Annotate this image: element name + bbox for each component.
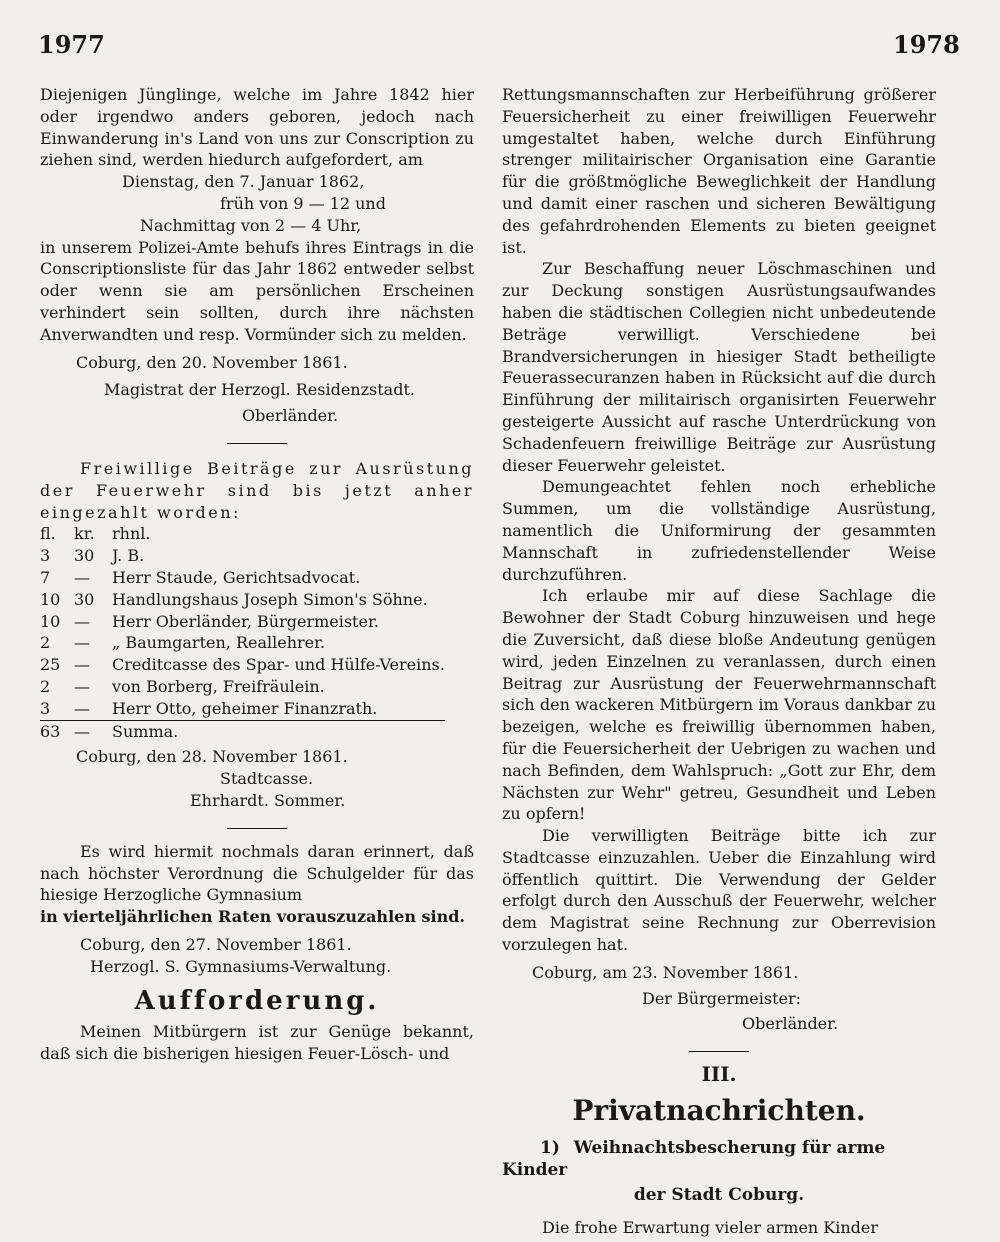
conscription-text-1: Diejenigen Jünglinge, welche im Jahre 1842 hier oder irgendwo anders geboren, jedoch nach Einwanderung in's Land von uns zur Conscription zu ziehen sind, werden hiedurch aufgefordert, am bbox=[40, 85, 474, 170]
total-fl: 63 bbox=[40, 720, 74, 742]
page-number-right: 1978 bbox=[893, 30, 960, 59]
fire-brigade-text-2: Zur Beschaffung neuer Löschmaschinen und zur Deckung sonstigen Ausrüstungsaufwandes haben die städtischen Collegien nicht unbedeutende Beträge verwilligt. Verschiedene bei Brandversicherungen in hiesiger Stadt betheiligte Feuerassecuranzen haben in Rücksicht auf die durch Einführung der militairisch organisirten Feuerwehr gesteigerte Aussicht auf rasche Unterdrückung von Schadenfeuern freiwillige Beiträge zur Ausrüstung dieser Feuerwehr geleistet. bbox=[502, 259, 936, 475]
table-row bbox=[40, 698, 445, 720]
table-row bbox=[40, 632, 445, 654]
row-fl: 7 bbox=[40, 567, 51, 587]
gymnasium-place-date: Coburg, den 27. November 1861. bbox=[80, 934, 352, 954]
row-fl: 3 bbox=[40, 546, 51, 566]
christmas-text: Die frohe Erwartung vieler armen Kinder bbox=[542, 1218, 879, 1238]
header-kr: kr. bbox=[74, 524, 95, 544]
table-row bbox=[40, 545, 445, 567]
sub-title-line-1: Weihnachtsbescherung für arme Kinder bbox=[502, 1137, 886, 1180]
section-number: III. bbox=[701, 1062, 737, 1087]
row-kr: — bbox=[74, 567, 90, 587]
row-fl: 2 bbox=[40, 676, 51, 696]
row-fl: 3 bbox=[40, 698, 51, 718]
conscription-place-date: Coburg, den 20. November 1861. bbox=[76, 352, 348, 372]
donations-total-row bbox=[40, 720, 445, 742]
page-number-left: 1977 bbox=[38, 30, 105, 59]
table-row bbox=[40, 676, 445, 698]
row-fl: 10 bbox=[40, 611, 61, 631]
row-kr: — bbox=[74, 698, 90, 718]
sub-title-line-2: der Stadt Coburg. bbox=[633, 1185, 805, 1206]
divider bbox=[227, 443, 287, 444]
row-donor: Creditcasse des Spar- und Hülfe-Vereins. bbox=[112, 655, 445, 675]
row-kr: — bbox=[74, 611, 90, 631]
conscription-date: Dienstag, den 7. Januar 1862, bbox=[122, 172, 365, 192]
row-donor: J. B. bbox=[112, 546, 145, 566]
row-donor: von Borberg, Freifräulein. bbox=[112, 676, 325, 696]
donations-intro: Freiwillige Beiträge zur Ausrüstung der Feuerwehr sind bis jetzt anher eingezahlt worden: bbox=[40, 458, 474, 522]
row-fl: 25 bbox=[40, 655, 61, 675]
row-fl: 10 bbox=[40, 589, 61, 609]
divider bbox=[689, 1051, 749, 1052]
donations-table bbox=[40, 523, 445, 742]
table-row bbox=[40, 567, 445, 589]
row-donor: Handlungshaus Joseph Simon's Söhne. bbox=[112, 589, 428, 609]
row-donor: Herr Otto, geheimer Finanzrath. bbox=[112, 698, 378, 718]
conscription-signature-1: Magistrat der Herzogl. Residenzstadt. bbox=[104, 380, 415, 400]
table-row bbox=[40, 589, 445, 611]
divider bbox=[227, 828, 287, 829]
sub-number: 1) bbox=[540, 1137, 560, 1158]
conscription-signature-2: Oberländer. bbox=[242, 406, 339, 426]
total-label: Summa. bbox=[112, 720, 445, 742]
gymnasium-bold-text: in vierteljährlichen Raten vorauszuzahlen sind. bbox=[40, 907, 465, 927]
gymnasium-text: Es wird hiermit nochmals daran erinnert, daß nach höchster Verordnung die Schulgelder für das hiesige Herzogliche Gymnasium bbox=[40, 841, 474, 905]
fire-brigade-signature-1: Der Bürgermeister: bbox=[642, 988, 802, 1008]
fire-brigade-text-1: Rettungsmannschaften zur Herbeiführung größerer Feuersicherheit zu einer freiwilligen Feuerwehr umgestaltet haben, welche durch Einführung strenger militairischer Organisation eine Garantie für die größtmögliche Beweglichkeit der Handlung und damit einer raschen und sicheren Bewältigung des gefahrdrohenden Elements zu bieten geeignet ist. bbox=[502, 85, 936, 257]
donations-signature-1: Stadtcasse. bbox=[220, 769, 314, 789]
private-news-heading: Privatnachrichten. bbox=[572, 1094, 866, 1128]
left-column bbox=[40, 84, 474, 1065]
table-row bbox=[40, 654, 445, 676]
aufforderung-text: Meinen Mitbürgern ist zur Genüge bekannt, daß sich die bisherigen hiesigen Feuer-Lösch- und bbox=[40, 1022, 474, 1064]
christmas-subheading bbox=[502, 1138, 936, 1182]
row-kr: — bbox=[74, 676, 90, 696]
fire-brigade-text-5: Die verwilligten Beiträge bitte ich zur Stadtcasse einzuzahlen. Ueber die Einzahlung wird öffentlich quittirt. Die Verwendung der Gelder erfolgt durch den Ausschuß der Feuerwehr, welcher dem Magistrat seine Rechnung zur Oberrevision vorzulegen hat. bbox=[502, 826, 936, 955]
right-column bbox=[502, 84, 936, 1239]
fire-brigade-place-date: Coburg, am 23. November 1861. bbox=[532, 962, 799, 982]
total-kr: — bbox=[74, 720, 112, 742]
row-kr: 30 bbox=[74, 546, 95, 566]
fire-brigade-text-4: Ich erlaube mir auf diese Sachlage die Bewohner der Stadt Coburg hinzuweisen und hege die Zuversicht, daß diese bloße Andeutung genügen wird, jeden Einzelnen zu veranlassen, durch einen Beitrag zur Ausrüstung der Feuerwehrmannschaft sich den wackeren Mitbürgern im Voraus dankbar zu bezeigen, welche es freiwillig übernommen haben, für die Feuersicherheit der Uebrigen zu wachen und nach Befinden, dem Wahlspruch: „Gott zur Ehr, dem Nächsten zur Wehr" getreu, Gesundheit und Leben zu opfern! bbox=[502, 586, 936, 824]
fire-brigade-text-3: Demungeachtet fehlen noch erhebliche Summen, um die vollständige Ausrüstung, namentlich die Uniformirung der gesammten Mannschaft in zufriedenstellender Weise durchzuführen. bbox=[502, 477, 936, 584]
row-fl: 2 bbox=[40, 633, 51, 653]
aufforderung-heading: Aufforderung. bbox=[134, 986, 380, 1017]
conscription-time-morning: früh von 9 — 12 und bbox=[220, 193, 386, 213]
donations-signature-2: Ehrhardt. Sommer. bbox=[190, 790, 346, 810]
table-row bbox=[40, 611, 445, 633]
header-rhnl: rhnl. bbox=[112, 524, 151, 544]
donations-header-row bbox=[40, 523, 445, 545]
fire-brigade-signature-2: Oberländer. bbox=[742, 1014, 839, 1034]
row-donor: Herr Oberländer, Bürgermeister. bbox=[112, 611, 379, 631]
row-donor: Herr Staude, Gerichtsadvocat. bbox=[112, 567, 361, 587]
donations-place-date: Coburg, den 28. November 1861. bbox=[76, 747, 348, 767]
gymnasium-signature: Herzogl. S. Gymnasiums-Verwaltung. bbox=[90, 956, 392, 976]
conscription-text-2: in unserem Polizei-Amte behufs ihres Eintrags in die Conscriptionsliste für das Jahr 1862 entweder selbst oder wenn sie am persönlichen Erscheinen verhindert sein sollten, durch ihre nächsten Anverwandten und resp. Vormünder sich zu melden. bbox=[40, 237, 474, 344]
conscription-time-afternoon: Nachmittag von 2 — 4 Uhr, bbox=[140, 215, 362, 235]
row-kr: 30 bbox=[74, 589, 95, 609]
row-kr: — bbox=[74, 655, 90, 675]
header-fl: fl. bbox=[40, 524, 56, 544]
row-donor: „ Baumgarten, Reallehrer. bbox=[112, 633, 326, 653]
row-kr: — bbox=[74, 633, 90, 653]
